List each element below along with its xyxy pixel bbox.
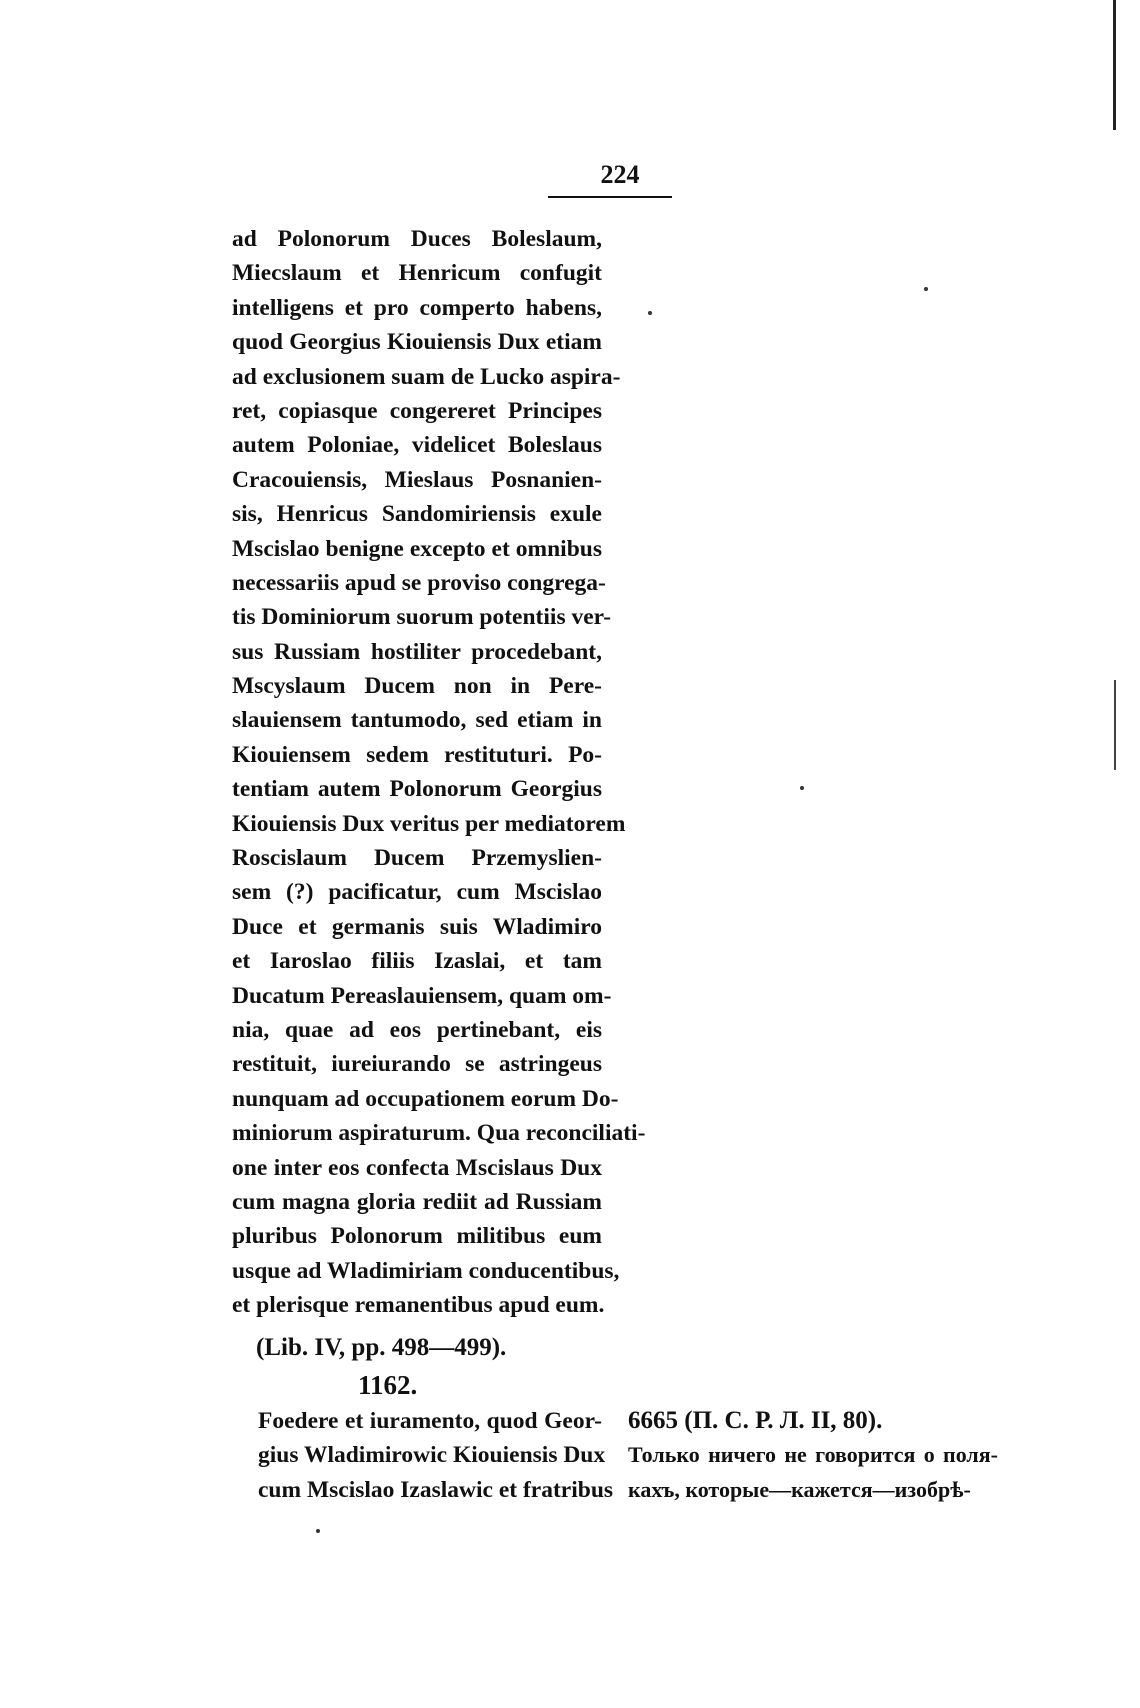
text-line: Foedere et iuramento, quod Geor- <box>258 1408 602 1434</box>
text-line: sem (?) pacificatur, cum Mscislao <box>232 879 602 906</box>
speck <box>800 786 804 790</box>
text-line: nunquam ad occupationem eorum Do- <box>232 1085 619 1112</box>
text-line: Kiouiensis Dux veritus per mediatorem <box>232 810 626 837</box>
text-line: sis, Henricus Sandomiriensis exule <box>232 501 602 528</box>
text-line: nia, quae ad eos pertinebant, eis <box>232 1016 602 1043</box>
text-line: Duce et germanis suis Wladimiro <box>232 913 602 940</box>
text-line: gius Wladimirowic Kiouiensis Dux <box>258 1442 606 1469</box>
text-line: Miecslaum et Henricum confugit <box>232 260 602 287</box>
main-text-column <box>232 222 646 1323</box>
text-line: Cracouiensis, Mieslaus Posnanien- <box>232 466 602 493</box>
text-line: 6665 (П. С. Р. Л. II, 80). <box>628 1407 883 1434</box>
text-line: sus Russiam hostiliter procedebant, <box>232 638 602 665</box>
text-line: cum magna gloria rediit ad Russiam <box>232 1188 602 1215</box>
text-line: ret, copiasque congereret Principes <box>232 397 602 424</box>
text-line: cum Mscislao Izaslawic et fratribus <box>258 1476 614 1503</box>
page-number-rule <box>548 196 672 198</box>
page-number: 224 <box>600 160 640 189</box>
text-line: Kiouiensem sedem restituturi. Po- <box>232 741 602 768</box>
text-line: ad exclusionem suam de Lucko aspira- <box>232 363 621 390</box>
page-edge-mark-lower <box>1114 680 1116 770</box>
text-line: Mscyslaum Ducem non in Pere- <box>232 673 602 700</box>
text-line: autem Poloniae, videlicet Boleslaus <box>232 432 602 459</box>
text-line: miniorum aspiraturum. Qua reconciliati- <box>232 1120 646 1147</box>
citation: (Lib. IV, pp. 498—499). <box>256 1334 507 1361</box>
lower-left-column <box>258 1404 614 1507</box>
text-line: ad Polonorum Duces Boleslaum, <box>232 226 602 252</box>
text-line: tis Dominiorum suorum potentiis ver- <box>232 604 612 631</box>
text-line: кахъ, которые—кажется—изобрѣ- <box>628 1476 971 1502</box>
text-line: Mscislao benigne excepto et omnibus <box>232 535 602 562</box>
text-line: Roscislaum Ducem Przemyslien- <box>232 845 602 872</box>
speck <box>316 1529 320 1533</box>
text-line: Только ничего не говорится о поля- <box>628 1442 998 1468</box>
text-line: tentiam autem Polonorum Georgius <box>232 776 602 803</box>
text-line: et plerisque remanentibus apud eum. <box>232 1292 605 1319</box>
speck <box>648 311 652 315</box>
lower-right-column <box>628 1404 998 1507</box>
text-line: et Iaroslao filiis Izaslai, et tam <box>232 948 602 975</box>
text-line: Ducatum Pereaslauiensem, quam om- <box>232 982 612 1009</box>
text-line: quod Georgius Kiouiensis Dux etiam <box>232 329 602 356</box>
speck <box>924 287 928 291</box>
text-line: slauiensem tantumodo, sed etiam in <box>232 707 602 734</box>
year-heading: 1162. <box>358 1370 418 1400</box>
text-line: one inter eos confecta Mscislaus Dux <box>232 1154 602 1181</box>
text-line: restituit, iureiurando se astringeus <box>232 1051 602 1078</box>
text-line: necessariis apud se proviso congrega- <box>232 569 606 596</box>
text-line: usque ad Wladimiriam conducentibus, <box>232 1257 620 1284</box>
text-line: intelligens et pro comperto habens, <box>232 294 602 321</box>
page-edge-mark <box>1113 0 1116 130</box>
text-line: pluribus Polonorum militibus eum <box>232 1223 602 1250</box>
